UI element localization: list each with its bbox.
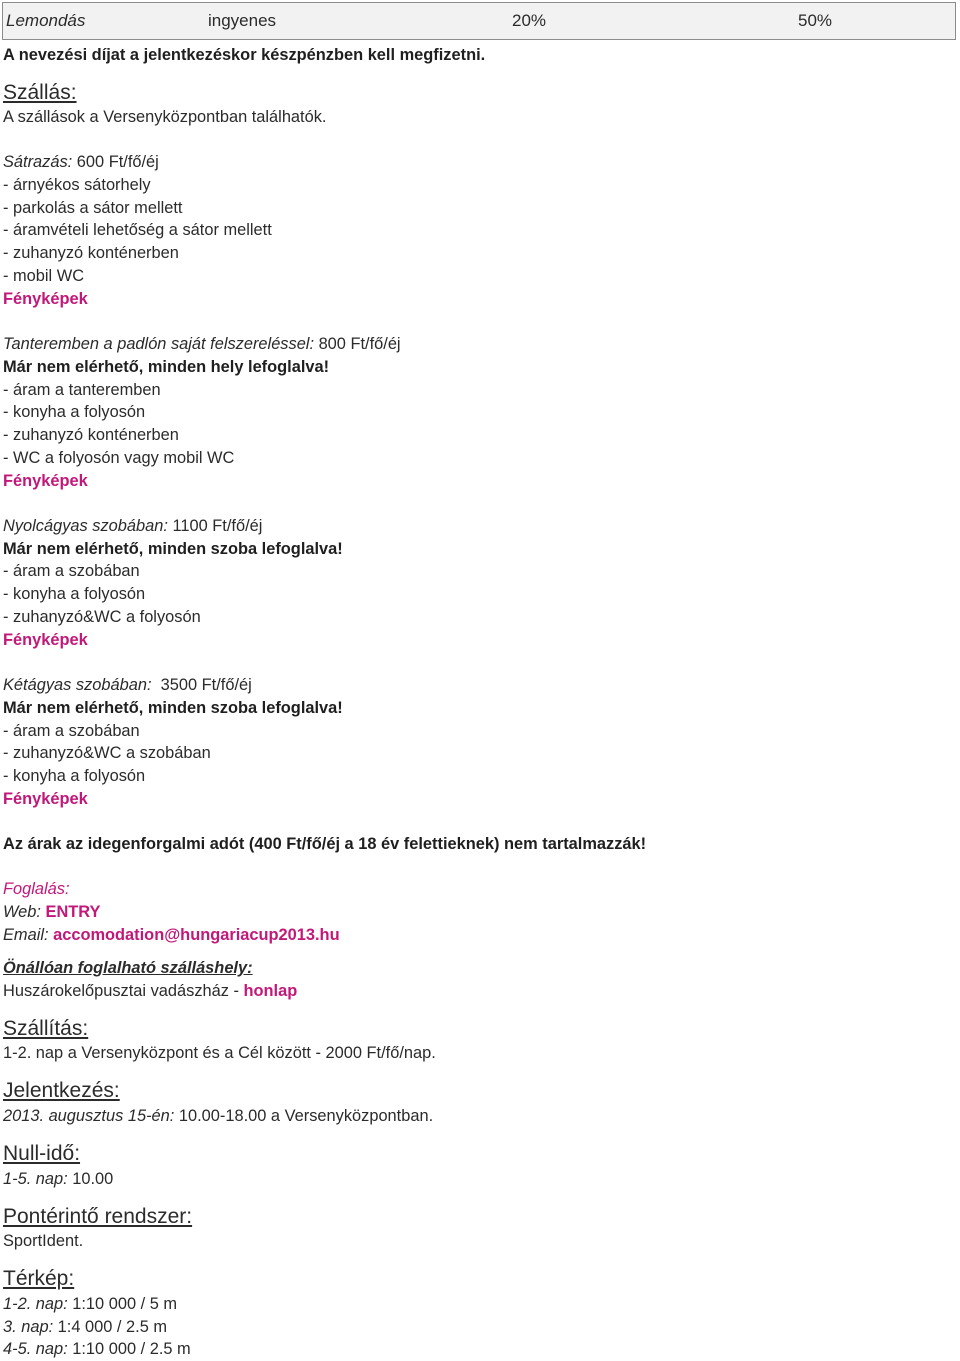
fee-20-percent: 20% [512, 11, 547, 30]
two-bed-photos-link[interactable]: Fényképek [3, 790, 88, 808]
booking-email [3, 924, 340, 946]
tent-label: Sátrazás: [3, 153, 73, 171]
registration-date: 2013. augusztus 15-én: [3, 1107, 175, 1125]
two-bed-title [3, 674, 252, 696]
map-row-scale: 1:10 000 / 5 m [67, 1295, 178, 1313]
eight-bed-title [3, 515, 262, 537]
web-label: Web: [3, 903, 46, 921]
booking-heading: Foglalás: [3, 880, 70, 898]
list-item: - áram a tanteremben [3, 381, 161, 399]
fee-50-percent: 50% [798, 11, 833, 30]
map-row-scale: 1:10 000 / 2.5 m [67, 1340, 191, 1358]
eight-bed-price: 1100 Ft/fő/éj [167, 517, 263, 535]
map-row-days: 1-2. nap: [3, 1295, 68, 1313]
cancellation-label: Lemondás [6, 11, 86, 30]
punching-heading: Pontérintő rendszer: [3, 1205, 193, 1228]
eight-bed-notice: Már nem elérhető, minden szoba lefoglalva! [3, 540, 343, 558]
null-time-heading: Null-idő: [3, 1142, 81, 1165]
email-label: Email: [3, 926, 54, 944]
eight-bed-label: Nyolcágyas szobában: [3, 517, 168, 535]
null-time-info [3, 1168, 113, 1190]
list-item: - WC a folyosón vagy mobil WC [3, 449, 235, 467]
fee-free: ingyenes [208, 11, 277, 30]
list-item: - konyha a folyosón [3, 585, 146, 603]
two-bed-price: 3500 Ft/fő/éj [151, 676, 252, 694]
tent-title [3, 151, 159, 173]
map-row [3, 1316, 167, 1338]
map-row-scale: 1:4 000 / 2.5 m [53, 1318, 168, 1336]
classroom-price: 800 Ft/fő/éj [314, 335, 401, 353]
map-row [3, 1293, 177, 1315]
homepage-link[interactable]: honlap [243, 982, 298, 1000]
list-item: - áram a szobában [3, 722, 140, 740]
eight-bed-photos-link[interactable]: Fényképek [3, 631, 88, 649]
registration-heading: Jelentkezés: [3, 1079, 120, 1102]
list-item: - konyha a folyosón [3, 403, 146, 421]
transport-heading: Szállítás: [3, 1017, 89, 1040]
booking-web [3, 901, 100, 923]
list-item: - mobil WC [3, 267, 85, 285]
email-link[interactable]: accomodation@hungariacup2013.hu [53, 926, 340, 944]
list-item: - zuhanyzó konténerben [3, 426, 179, 444]
classroom-title [3, 333, 401, 355]
accommodation-heading: Szállás: [3, 81, 77, 104]
two-bed-notice: Már nem elérhető, minden szoba lefoglalva! [3, 699, 343, 717]
punching-text: SportIdent. [3, 1232, 84, 1250]
registration-info [3, 1105, 433, 1127]
list-item: - árnyékos sátorhely [3, 176, 151, 194]
null-time-value: 10.00 [67, 1170, 114, 1188]
list-item: - zuhanyzó konténerben [3, 244, 179, 262]
list-item: - zuhanyzó&WC a folyosón [3, 608, 201, 626]
classroom-photos-link[interactable]: Fényképek [3, 472, 88, 490]
map-row [3, 1338, 191, 1360]
independent-text: Huszárokelőpusztai vadászház - [3, 982, 244, 1000]
list-item: - zuhanyzó&WC a szobában [3, 744, 211, 762]
map-row-days: 3. nap: [3, 1318, 54, 1336]
accommodation-intro: A szállások a Versenyközpontban találhatók. [3, 108, 327, 126]
list-item: - konyha a folyosón [3, 767, 146, 785]
map-heading: Térkép: [3, 1267, 75, 1290]
list-item: - áramvételi lehetőség a sátor mellett [3, 221, 272, 239]
list-item: - áram a szobában [3, 562, 140, 580]
tent-price: 600 Ft/fő/éj [72, 153, 159, 171]
tent-photos-link[interactable]: Fényképek [3, 290, 88, 308]
cancellation-fee-row [2, 2, 956, 40]
null-time-days: 1-5. nap: [3, 1170, 68, 1188]
transport-text: 1-2. nap a Versenyközpont és a Cél között - 2000 Ft/fő/nap. [3, 1044, 436, 1062]
list-item: - parkolás a sátor mellett [3, 199, 183, 217]
map-row-days: 4-5. nap: [3, 1340, 68, 1358]
independent-heading: Önállóan foglalható szálláshely: [3, 959, 253, 977]
fee-note: A nevezési díjat a jelentkezéskor készpénzben kell megfizetni. [3, 46, 486, 64]
independent-lodging [3, 980, 297, 1002]
registration-time: 10.00-18.00 a Versenyközpontban. [174, 1107, 434, 1125]
two-bed-label: Kétágyas szobában: [3, 676, 152, 694]
classroom-label: Tanteremben a padlón saját felszereléssel: [3, 335, 315, 353]
entry-link[interactable]: ENTRY [45, 903, 101, 921]
tax-note: Az árak az idegenforgalmi adót (400 Ft/fő/éj a 18 év felettieknek) nem tartalmazzák! [3, 835, 647, 853]
classroom-notice: Már nem elérhető, minden hely lefoglalva! [3, 358, 330, 376]
